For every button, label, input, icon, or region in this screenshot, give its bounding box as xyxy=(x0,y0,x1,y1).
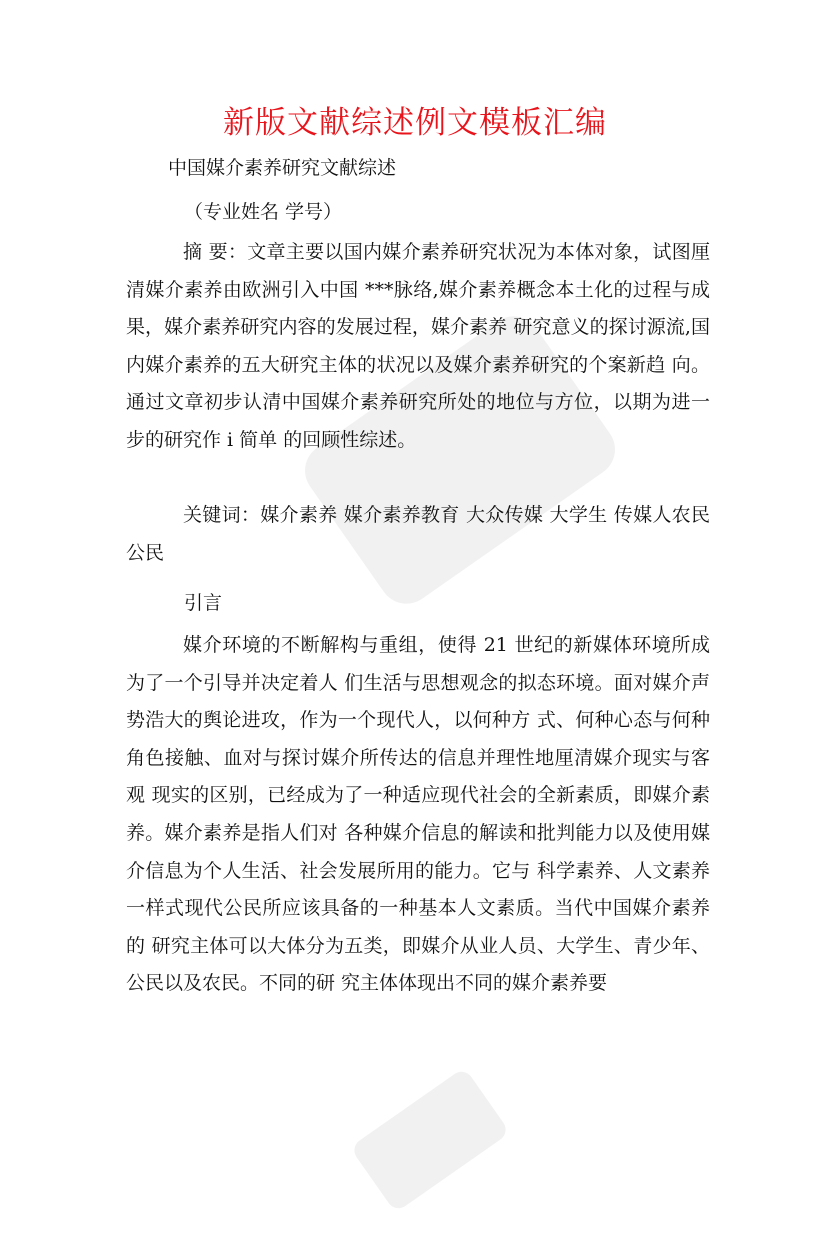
abstract-paragraph: 摘 要：文章主要以国内媒介素养研究状况为本体对象，试图厘清媒介素养由欧洲引入中国 ***脉络,媒介素养概念本土化的过程与成果，媒介素养研究内容的发展过程，媒介素养 研究意义的探讨源流,国内媒介素养的五大研究主体的状况以及媒介素养研究的个案新趋 向。通过文章初步认清中国媒介素养研究所处的地位与方位，以期为进一步的研究作 i 简单 的回顾性综述。 xyxy=(126,241,710,451)
section-heading-intro: 引言 xyxy=(184,592,223,614)
intro-paragraph: 媒介环境的不断解构与重组，使得 21 世纪的新媒体环境所成为了一个引导并决定着人 们生活与思想观念的拟态环境。面对媒介声势浩大的舆论进攻，作为一个现代人，以何种方 式、何种心态与何种角色接触、血对与探讨媒介所传达的信息并理性地厘清媒介现实与客观 现实的区别，已经成为了一种适应现代社会的全新素质，即媒介素养。媒介素养是指人们对 各种媒介信息的解读和批判能力以及使用媒介信息为个人生活、社会发展所用的能力。它与 科学素养、人文素养一样式现代公民所应该具备的一种基本人文素质。当代中国媒介素养的 研究主体可以大体分为五类，即媒介从业人员、大学生、青少年、公民以及农民。不同的研 究主体体现出不同的媒介素养要 xyxy=(126,634,710,995)
author-line: （专业姓名 学号） xyxy=(184,201,343,223)
keywords-paragraph: 关键词：媒介素养 媒介素养教育 大众传媒 大学生 传媒人农民公民 xyxy=(126,504,710,564)
document-title: 新版文献综述例文模板汇编 xyxy=(223,105,607,141)
document-subtitle: 中国媒介素养研究文献综述 xyxy=(168,157,397,179)
watermark-icon xyxy=(300,1040,560,1240)
